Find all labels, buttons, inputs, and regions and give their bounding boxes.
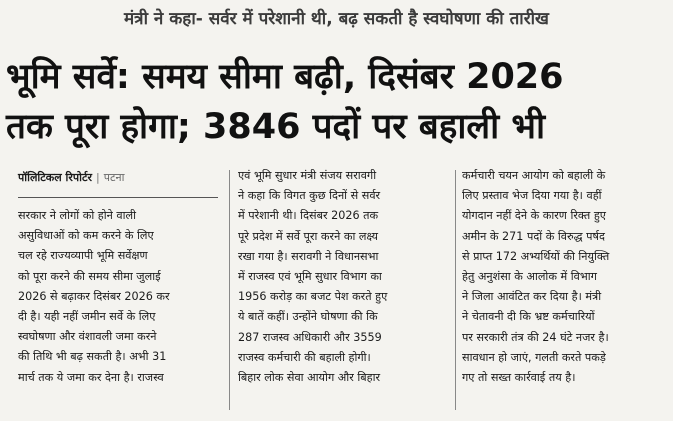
text-line: 287 राजस्व अधिकारी और 3559	[238, 330, 382, 344]
byline	[18, 170, 193, 188]
text-line: में परेशानी थी। दिसंबर 2026 तक	[238, 209, 379, 223]
text-line: 2026 से बढ़ाकर दिसंबर 2026 कर	[18, 289, 170, 303]
column-divider-1	[229, 170, 230, 410]
article-column-1	[18, 206, 218, 388]
text-line: लिए प्रस्ताव भेज दिया गया है। वहीं	[462, 189, 602, 203]
byline-separator: |	[96, 171, 100, 184]
text-line: कर्मचारी चयन आयोग को बहाली के	[462, 169, 606, 182]
text-line: असुविधाओं को कम करने के लिए	[18, 229, 154, 243]
dateline-place: पटना	[103, 171, 125, 184]
article-column-2	[238, 166, 446, 388]
article-column-3	[462, 166, 667, 388]
column-divider-2	[455, 170, 456, 410]
reporter-name: पॉलिटिकल रिपोर्टर	[18, 171, 93, 184]
text-line: से प्राप्त 172 अभ्यर्थियों की नियुक्ति	[462, 249, 610, 263]
text-line: को पूरा करने की समय सीमा जुलाई	[18, 269, 161, 283]
text-line: की तिथि भी बढ़ सकती है। अभी 31	[18, 350, 167, 364]
headline	[6, 52, 667, 152]
text-line: पूरे प्रदेश में सर्वे पूरा करने का लक्ष्य	[238, 229, 378, 243]
text-line: चल रहे राज्यव्यापी भूमि सर्वेक्षण	[18, 249, 148, 263]
text-line: ने जिला आवंटित कर दिया है। मंत्री	[462, 290, 602, 304]
kicker-subheadline: मंत्री ने कहा- सर्वर में परेशानी थी, बढ़ सकती है स्वघोषणा की तारीख	[124, 9, 549, 29]
text-line: योगदान नहीं देने के कारण रिक्त हुए	[462, 209, 606, 223]
text-line: मार्च तक ये जमा कर देना है। राजस्व	[18, 370, 164, 384]
headline-line-1: भूमि सर्वे: समय सीमा बढ़ी, दिसंबर 2026	[6, 57, 564, 97]
text-line: गए तो सख्त कार्रवाई तय है।	[462, 370, 576, 384]
text-line: सरकार ने लोगों को होने वाली	[18, 209, 137, 222]
text-line: ने चेतावनी दी कि भ्रष्ट कर्मचारियों	[462, 310, 595, 324]
text-line: ने कहा कि विगत कुछ दिनों से सर्वर	[238, 189, 381, 203]
text-line: हेतु अनुशंसा के आलोक में विभाग	[462, 269, 597, 283]
text-line: अमीन के 271 पदों के विरुद्ध पर्षद	[462, 229, 605, 243]
text-line: 1956 करोड़ का बजट पेश करते हुए	[238, 290, 388, 304]
text-line: पर सरकारी तंत्र की 24 घंटे नजर है।	[462, 330, 609, 344]
headline-line-2: तक पूरा होगा; 3846 पदों पर बहाली भी	[6, 107, 546, 147]
text-line: बिहार लोक सेवा आयोग और बिहार	[238, 370, 381, 384]
text-line: एवं भूमि सुधार मंत्री संजय सरावगी	[238, 169, 377, 182]
byline-divider	[18, 197, 218, 198]
text-line: राजस्व कर्मचारी की बहाली होगी।	[238, 350, 371, 364]
text-line: में राजस्व एवं भूमि सुधार विभाग का	[238, 269, 382, 283]
text-line: सावधान हो जाएं, गलती करते पकड़े	[462, 350, 606, 364]
text-line: स्वघोषणा और वंशावली जमा करने	[18, 330, 157, 344]
text-line: दी है। यही नहीं जमीन सर्वे के लिए	[18, 309, 156, 323]
text-line: ये बातें कहीं। उन्होंने घोषणा की कि	[238, 310, 378, 324]
text-line: रखा गया है। सरावगी ने विधानसभा	[238, 249, 379, 263]
